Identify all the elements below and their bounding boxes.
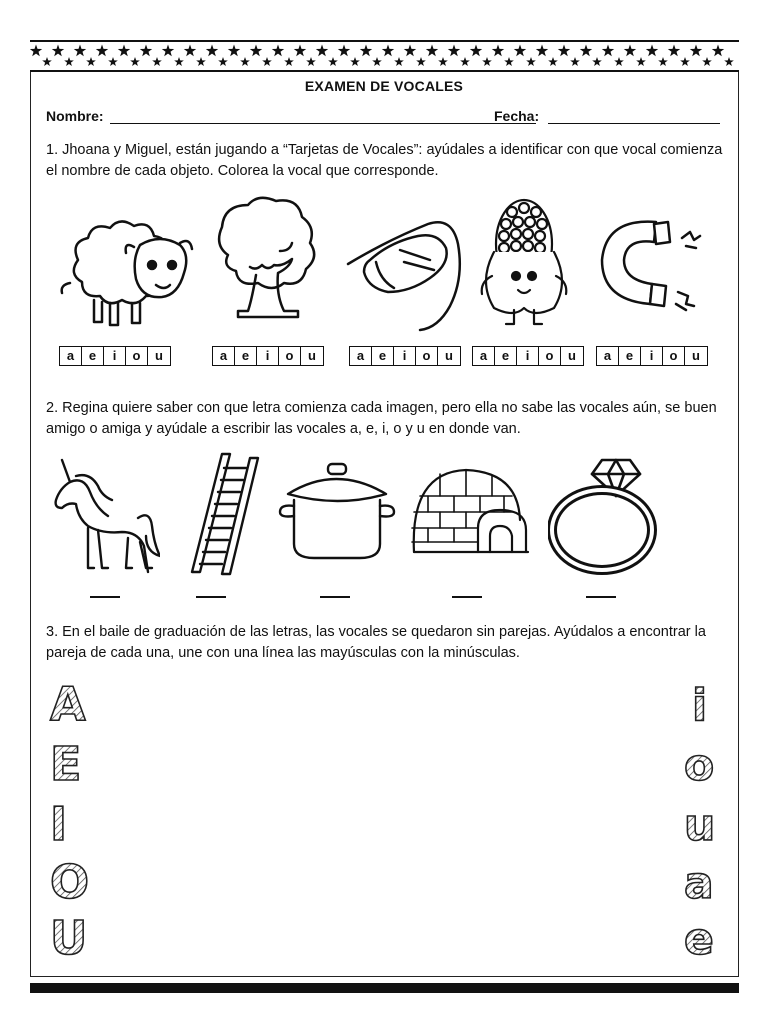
star-icon <box>680 57 690 66</box>
star-icon <box>592 57 602 66</box>
date-label: Fecha: <box>494 108 540 124</box>
star-icon <box>316 45 328 57</box>
lowercase-letter-a[interactable] <box>682 858 722 909</box>
answer-blank-ladder[interactable] <box>196 596 226 598</box>
star-icon <box>636 57 646 66</box>
answer-blank-ring[interactable] <box>586 596 616 598</box>
uppercase-letter-text: O <box>50 855 90 909</box>
star-icon <box>108 57 118 66</box>
uppercase-letter-u[interactable] <box>48 911 94 965</box>
page-title: EXAMEN DE VOCALES <box>304 78 464 94</box>
star-icon <box>52 45 64 57</box>
star-icon <box>118 45 130 57</box>
vowel-option-e[interactable]: e <box>495 347 517 365</box>
uppercase-letter-o[interactable] <box>48 855 94 909</box>
vowel-option-i[interactable]: i <box>641 347 663 365</box>
vowel-option-e[interactable]: e <box>82 347 104 365</box>
vowel-option-a[interactable]: a <box>60 347 82 365</box>
ladder-icon <box>186 452 264 578</box>
star-icon <box>64 57 74 66</box>
star-border-icon <box>30 42 739 70</box>
star-icon <box>174 57 184 66</box>
corn-icon <box>474 192 574 332</box>
star-icon <box>658 57 668 66</box>
star-icon <box>218 57 228 66</box>
star-icon <box>668 45 680 57</box>
uppercase-letter-text: U <box>50 911 88 965</box>
star-icon <box>712 45 724 57</box>
star-icon <box>372 57 382 66</box>
lowercase-letter-o[interactable] <box>682 740 722 791</box>
star-icon <box>470 45 482 57</box>
vowel-option-i[interactable]: i <box>104 347 126 365</box>
vowel-option-u[interactable]: u <box>692 348 700 363</box>
star-icon <box>250 45 262 57</box>
vowel-option-i[interactable]: i <box>394 347 416 365</box>
star-icon <box>558 45 570 57</box>
answer-blank-pot[interactable] <box>320 596 350 598</box>
sheep-icon <box>48 205 196 335</box>
magnet-icon <box>592 212 710 322</box>
star-icon <box>702 57 712 66</box>
star-icon <box>492 45 504 57</box>
star-icon <box>580 45 592 57</box>
vowel-card-corn[interactable] <box>472 346 584 366</box>
star-icon <box>416 57 426 66</box>
vowel-option-e[interactable]: e <box>235 347 257 365</box>
lowercase-letter-e[interactable] <box>682 914 722 965</box>
bottom-border-bar <box>30 983 739 993</box>
star-icon <box>196 57 206 66</box>
ring-icon <box>548 452 660 576</box>
star-icon <box>74 45 86 57</box>
star-icon <box>404 45 416 57</box>
vowel-option-a[interactable]: a <box>350 347 372 365</box>
vowel-card-fingernail[interactable] <box>349 346 461 366</box>
star-icon <box>460 57 470 66</box>
star-icon <box>624 45 636 57</box>
fingernail-icon <box>346 210 464 332</box>
star-icon <box>646 45 658 57</box>
star-icon <box>42 57 52 66</box>
star-icon <box>382 45 394 57</box>
vowel-option-u[interactable]: u <box>155 348 163 363</box>
lowercase-letter-i[interactable] <box>684 680 724 731</box>
vowel-option-u[interactable]: u <box>308 348 316 363</box>
star-icon <box>724 57 734 66</box>
star-icon <box>536 45 548 57</box>
lowercase-letter-text: o <box>684 740 715 791</box>
name-date-row <box>46 108 722 130</box>
name-field[interactable] <box>110 123 536 124</box>
lowercase-letter-text: a <box>684 858 714 909</box>
lowercase-letter-u[interactable] <box>682 800 722 851</box>
section3-instruction: 3. En el baile de graduación de las letras, las vocales se quedaron sin parejas. Ayúdalos a encontrar la pareja de cada una, une con una línea las mayúsculas con la minúsculas. <box>46 624 706 661</box>
vowel-option-o[interactable]: o <box>663 347 685 365</box>
star-border-band <box>30 40 739 72</box>
star-icon <box>602 45 614 57</box>
vowel-option-u[interactable]: u <box>568 348 576 363</box>
tree-icon <box>208 195 326 325</box>
star-icon <box>482 57 492 66</box>
vowel-option-a[interactable]: a <box>213 347 235 365</box>
star-icon <box>504 57 514 66</box>
vowel-option-o[interactable]: o <box>416 347 438 365</box>
vowel-option-e[interactable]: e <box>372 347 394 365</box>
name-label: Nombre: <box>46 108 104 124</box>
star-icon <box>514 45 526 57</box>
star-icon <box>272 45 284 57</box>
lowercase-letter-text: e <box>684 914 714 965</box>
star-icon <box>448 45 460 57</box>
star-icon <box>360 45 372 57</box>
star-icon <box>328 57 338 66</box>
uppercase-letter-e[interactable] <box>48 737 94 791</box>
uppercase-letter-text: A <box>50 677 86 731</box>
vowel-option-i[interactable]: i <box>257 347 279 365</box>
star-icon <box>338 45 350 57</box>
star-icon <box>306 57 316 66</box>
star-icon <box>548 57 558 66</box>
star-icon <box>130 57 140 66</box>
vowel-option-i[interactable]: i <box>517 347 539 365</box>
star-icon <box>438 57 448 66</box>
vowel-option-a[interactable]: a <box>597 347 619 365</box>
star-icon <box>86 57 96 66</box>
vowel-option-u[interactable]: u <box>445 348 453 363</box>
section1-instruction: 1. Jhoana y Miguel, están jugando a “Tarjetas de Vocales”: ayúdales a identificar con que vocal comienza el nombre de cada objeto. Colorea la vocal que corresponde. <box>46 142 723 179</box>
star-icon <box>570 57 580 66</box>
star-icon <box>690 45 702 57</box>
uppercase-letter-i[interactable] <box>48 797 94 851</box>
star-icon <box>228 45 240 57</box>
star-icon <box>426 45 438 57</box>
uppercase-letter-a[interactable] <box>48 677 94 731</box>
star-icon <box>30 45 42 57</box>
star-icon <box>96 45 108 57</box>
star-icon <box>162 45 174 57</box>
date-field[interactable] <box>548 123 720 124</box>
vowel-option-a[interactable]: a <box>473 347 495 365</box>
uppercase-letter-text: I <box>50 797 68 851</box>
vowel-card-magnet[interactable] <box>596 346 708 366</box>
igloo-icon <box>410 466 532 556</box>
vowel-card-sheep[interactable] <box>59 346 171 366</box>
vowel-option-o[interactable]: o <box>539 347 561 365</box>
lowercase-letter-text: i <box>692 680 708 731</box>
star-icon <box>350 57 360 66</box>
star-icon <box>152 57 162 66</box>
pot-icon <box>276 460 398 562</box>
star-icon <box>614 57 624 66</box>
star-icon <box>240 57 250 66</box>
vowel-option-e[interactable]: e <box>619 347 641 365</box>
section2-instruction: 2. Regina quiere saber con que letra comienza cada imagen, pero ella no sabe las vocales aún, se buen amigo o amiga y ayúdale a escribir las vocales a, e, i, o y u en donde van. <box>46 400 717 437</box>
star-icon <box>526 57 536 66</box>
star-icon <box>394 57 404 66</box>
star-icon <box>140 45 152 57</box>
lowercase-letter-text: u <box>684 800 716 851</box>
star-icon <box>206 45 218 57</box>
answer-blank-unicorn[interactable] <box>90 596 120 598</box>
star-icon <box>294 45 306 57</box>
star-icon <box>284 57 294 66</box>
unicorn-icon <box>48 456 160 584</box>
answer-blank-igloo[interactable] <box>452 596 482 598</box>
star-icon <box>262 57 272 66</box>
vowel-card-tree[interactable] <box>212 346 324 366</box>
vowel-option-o[interactable]: o <box>126 347 148 365</box>
uppercase-letter-text: E <box>50 737 82 791</box>
vowel-option-o[interactable]: o <box>279 347 301 365</box>
star-icon <box>184 45 196 57</box>
